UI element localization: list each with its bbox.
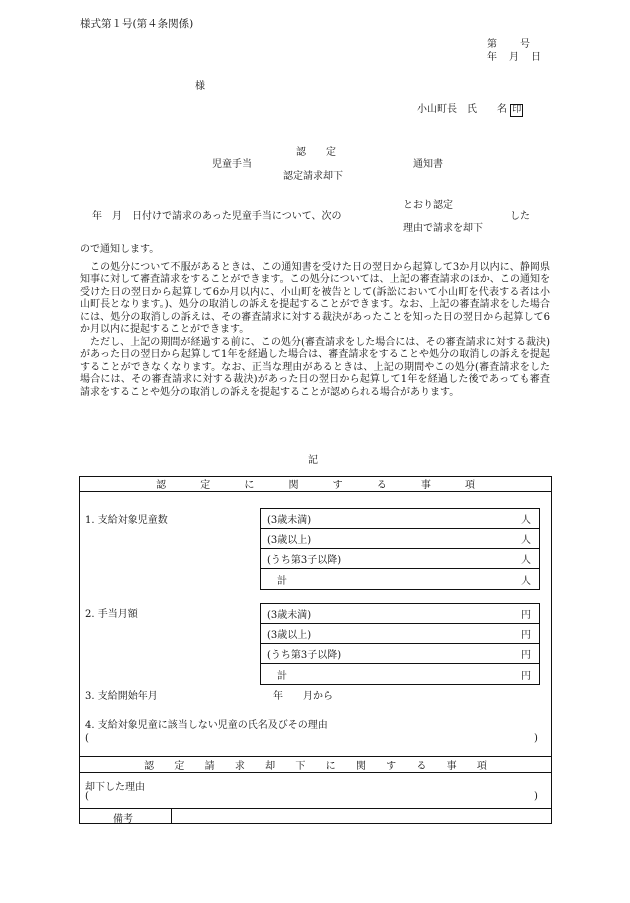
deadline-paragraph: ただし、上記の期間が経過する前に、この処分(審査請求をした場合には、その審査請求に対する裁決)があった日の翌日から起算して1年を経過した場合は、審査請求をすることや処分の取消しの訴えを提起することができなくなります。なお、正当な理由があるときは、上記の期間やこの処分(審査請求をした場合には、その審査請求に対する裁決)があった日の翌日から起算して1年を経過した後であっても審査請求をすることや処分の取消しの訴えを提起することが認められる場合があります。 [80,337,550,398]
remarks-label: 備考 [113,814,133,825]
row-unit: 人 [521,575,531,587]
main-sentence-continuation: ので通知します。 [80,244,160,255]
rejection-close-paren: ) [534,791,538,802]
header-char: 求 [234,761,245,772]
item3-label: 3. 支給開始年月 [85,691,158,702]
header-char: に [244,480,255,491]
header-char: る [376,480,387,491]
option-reject: 理由で請求を却下 [403,223,483,234]
document-date: 年 月 日 [487,52,542,63]
monthly-amount-row [261,624,539,644]
addressee-suffix: 様 [195,81,205,92]
header-char: 認 [156,480,167,491]
main-sentence-suffix: した [510,211,530,222]
row-label: (うち第3子以降) [267,650,342,661]
row-unit: 人 [521,555,531,566]
ki-heading: 記 [308,455,318,466]
header-char: 事 [420,480,431,491]
row-label: (3歳未満) [267,515,312,526]
row-label: 計 [277,575,287,587]
rejection-open-paren: ( [85,791,89,802]
header-char: 定 [200,480,211,491]
seal-mark: 印 [512,105,522,115]
monthly-amount-row [261,644,539,664]
child-count-box [260,508,540,590]
section-approval-header [79,476,552,492]
form-label: 様式第１号(第４条関係) [80,18,194,30]
title-right: 通知書 [413,159,443,170]
row-label: (3歳以上) [267,630,312,641]
remarks-divider [79,808,552,809]
rejection-label: 却下した理由 [85,782,145,793]
item2-label: 2. 手当月額 [85,609,138,620]
row-unit: 円 [521,670,531,682]
child-count-row [261,509,539,529]
header-char: 請 [204,761,215,772]
row-unit: 円 [521,630,531,641]
row-unit: 人 [521,515,531,526]
section-rejection-header [79,757,552,773]
header-char: 却 [265,761,276,772]
item1-label: 1. 支給対象児童数 [85,515,168,526]
remarks-column-divider [171,808,172,824]
row-label: 計 [277,670,287,682]
header-char: す [386,761,397,772]
row-unit: 円 [521,610,531,621]
row-label: (3歳以上) [267,535,312,546]
item4-close-paren: ) [534,733,538,744]
header-char: 認 [144,761,155,772]
monthly-amount-total-row [261,664,539,684]
title-left: 児童手当 [212,159,252,170]
row-label: (うち第3子以降) [267,555,342,566]
header-char: す [332,480,343,491]
item4-label: 4. 支給対象児童に該当しない児童の氏名及びその理由 [85,720,328,731]
title-bottom: 認定請求却下 [283,171,343,182]
monthly-amount-row [261,604,539,624]
row-label: (3歳未満) [267,610,312,621]
header-char: 関 [288,480,299,491]
child-count-total-row [261,569,539,589]
sender-title: 小山町長 氏 名 [417,104,507,115]
item4-open-paren: ( [85,733,89,744]
sender-line [417,100,523,117]
monthly-amount-box [260,603,540,685]
row-unit: 人 [521,535,531,546]
child-count-row [261,549,539,569]
row-unit: 円 [521,650,531,661]
appeal-paragraph: この処分について不服があるときは、この通知書を受けた日の翌日から起算して3か月以内に、静岡県知事に対して審査請求をすることができます。この処分については、上記の審査請求のほか、この通知を受けた日の翌日から起算して6か月以内に、小山町を被告として(訴訟において小山町を代表する者は小山町長となります。)、処分の取消しの訴えを提起することができます。なお、上記の審査請求をした場合には、処分の取消しの訴えは、その審査請求に対する裁決があったことを知った日の翌日から起算して6か月以内に提起することができます。 [80,262,550,336]
header-char: 定 [174,761,185,772]
header-char: 項 [464,480,475,491]
header-char: 項 [476,761,487,772]
document-number: 第 号 [487,39,531,50]
header-char: る [416,761,427,772]
option-approve: とおり認定 [403,200,453,211]
title-top: 認 定 [296,147,336,158]
item3-value: 年 月から [273,691,333,702]
child-count-row [261,529,539,549]
header-char: 下 [295,761,306,772]
header-char: に [325,761,336,772]
header-char: 事 [446,761,457,772]
main-sentence-prefix: 年 月 日付けで請求のあった児童手当について、次の [92,211,342,222]
header-char: 関 [355,761,366,772]
